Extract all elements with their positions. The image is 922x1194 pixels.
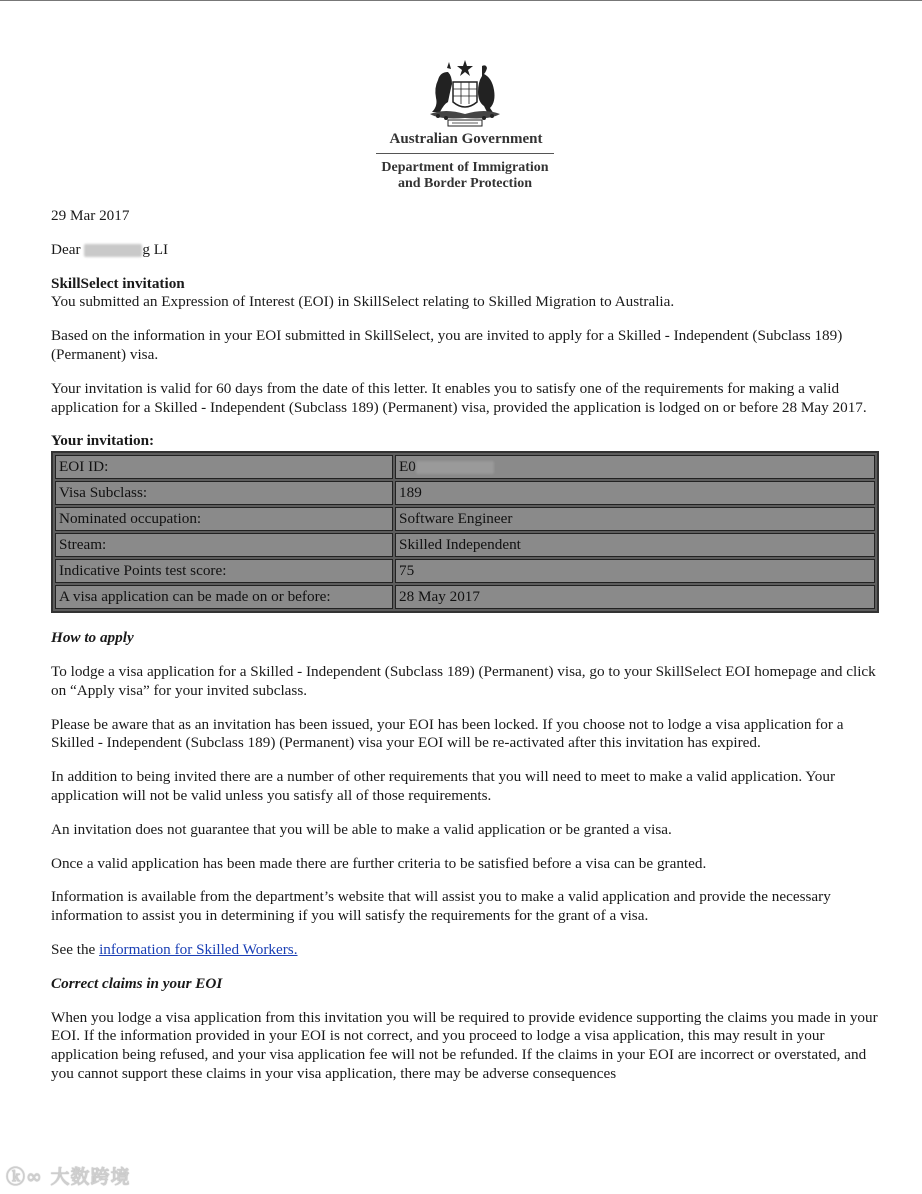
table-label: Visa Subclass: [55,481,393,505]
how-to-apply-heading: How to apply [51,629,134,647]
paragraph-3: Your invitation is valid for 60 days from the date of this letter. It enables you to satisfy one of the requirements for making a valid application for a Skilled - Independent (Subclass 189) (Permanent) visa, provided the application is lodged on or before 28 May 2017. [51,379,867,416]
paragraph-7: An invitation does not guarantee that you will be able to make a valid application or be granted a visa. [51,820,672,838]
see-prefix: See the [51,940,100,958]
dept-name [366,160,564,192]
table-label: Indicative Points test score: [55,559,393,583]
table-value [395,455,875,479]
table-row [55,507,875,531]
watermark-logo-icon: ⓚ∞ [6,1166,51,1188]
table-value: Skilled Independent [395,533,875,557]
table-row [55,533,875,557]
coat-of-arms-icon [420,58,510,130]
paragraph-6: In addition to being invited there are a number of other requirements that you will need to meet to make a valid application. Your application will not be valid unless you satisfy all of those requirements. [51,768,836,804]
letter-date: 29 Mar 2017 [51,207,130,224]
letter-body [51,207,881,1099]
table-value: 28 May 2017 [395,585,875,609]
watermark-text: 大数跨境 [50,1166,131,1188]
table-label: A visa application can be made on or before: [55,585,393,609]
redacted-eoi-id [416,461,494,474]
invitation-table [51,451,879,613]
invitation-heading: Your invitation: [51,432,155,450]
letter-title: SkillSelect invitation [51,274,185,292]
eoi-id-prefix: E0 [399,458,416,476]
table-label: EOI ID: [55,455,393,479]
paragraph-10: When you lodge a visa application from this invitation you will be required to provide evidence supporting the claims you made in your EOI. If the information provided in your EOI is not correct, and you proceed to lodge a visa application, this may result in your application being refused, and your visa application fee will not be refunded. If the claims in your EOI are incorrect or overstated, and you cannot support these claims in your visa application, there may be adverse consequences [51,1008,878,1082]
top-border [0,0,922,1]
paragraph-5: Please be aware that as an invitation has been issued, your EOI has been locked. If you choose not to lodge a visa application for a Skilled - Independent (Subclass 189) (Permanent) visa your EOI will be re-activated after this invitation has expired. [51,715,844,752]
salutation [51,241,881,260]
redacted-name [84,244,142,257]
paragraph-9: Information is available from the department’s website that will assist you to make a valid application and provide the necessary information to assist you in determining if you will satisfy the requirements for the grant of a visa. [51,888,831,925]
dept-line-2: and Border Protection [397,176,533,191]
dept-line-1: Department of Immigration [381,160,549,175]
gov-name: Australian Government [389,131,543,147]
salutation-prefix: Dear [51,240,85,258]
table-label: Stream: [55,533,393,557]
salutation-suffix: g LI [142,240,169,258]
skilled-workers-link[interactable]: information for Skilled Workers. [99,940,298,958]
table-label: Nominated occupation: [55,507,393,531]
table-row [55,455,875,479]
paragraph-1: You submitted an Expression of Interest (EOI) in SkillSelect relating to Skilled Migration to Australia. [51,293,675,311]
table-value: 189 [395,481,875,505]
table-value: 75 [395,559,875,583]
paragraph-4: To lodge a visa application for a Skilled - Independent (Subclass 189) (Permanent) visa, go to your SkillSelect EOI homepage and click on “Apply visa” for your invited subclass. [51,662,876,699]
watermark [6,1162,130,1189]
gov-divider [376,153,554,154]
table-row [55,481,875,505]
paragraph-2: Based on the information in your EOI submitted in SkillSelect, you are invited to apply for a Skilled - Independent (Subclass 189) (Permanent) visa. [51,327,843,363]
table-value: Software Engineer [395,507,875,531]
paragraph-8: Once a valid application has been made there are further criteria to be satisfied before a visa can be granted. [51,854,707,872]
table-row [55,559,875,583]
see-line [51,941,881,960]
table-row [55,585,875,609]
correct-claims-heading: Correct claims in your EOI [51,974,223,992]
